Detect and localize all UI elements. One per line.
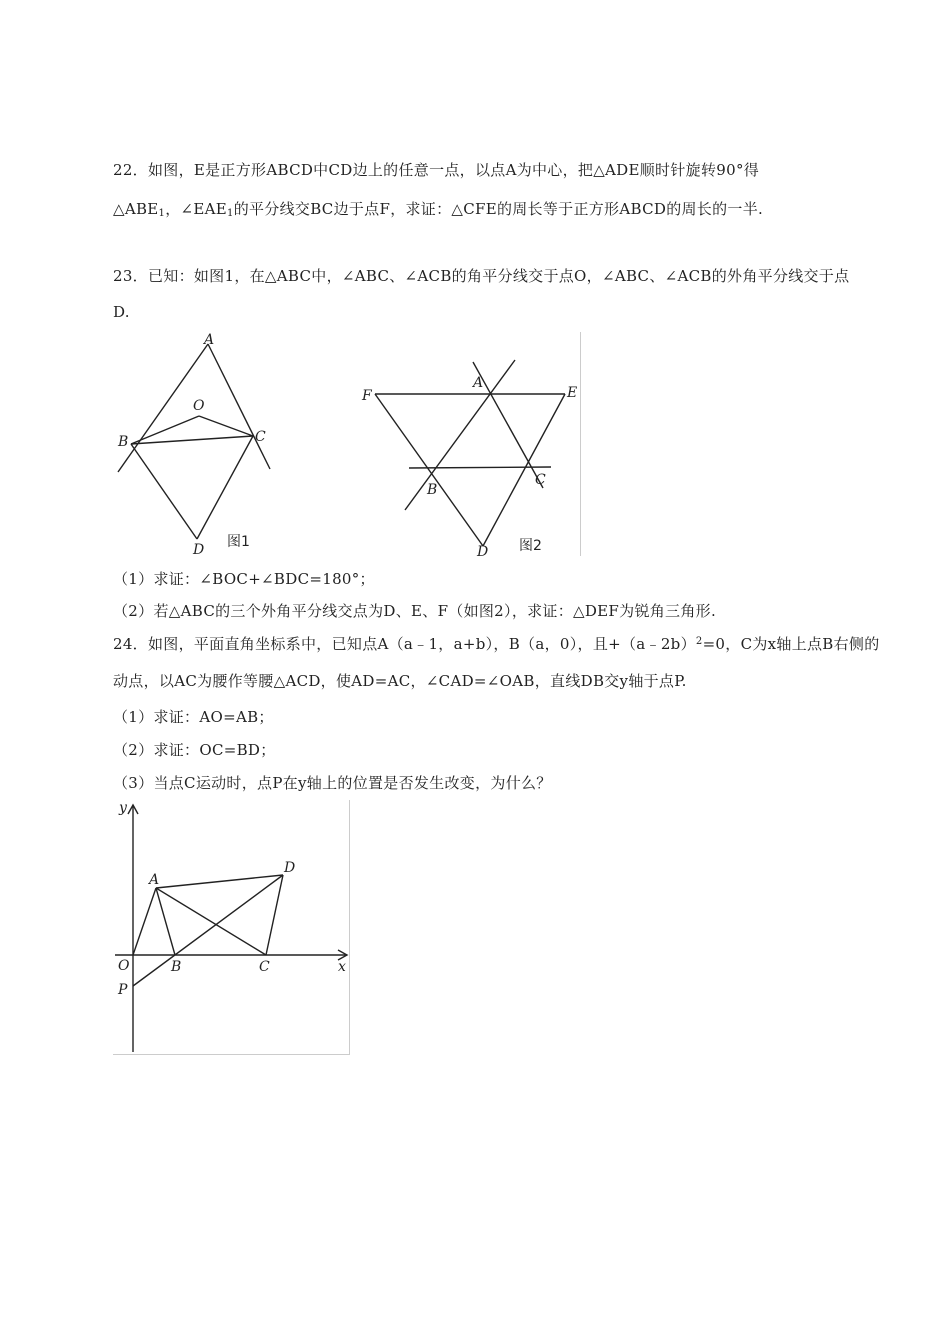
superscript: 2 [695, 636, 703, 647]
label-c: C [255, 429, 266, 445]
coordinate-diagram [113, 800, 349, 1054]
q23-part-1: （1）求证：∠BOC+∠BDC=180°； [113, 570, 375, 588]
label-b: B [427, 482, 438, 498]
figure-2-caption: 图2 [519, 538, 542, 554]
label-e: E [567, 385, 578, 401]
label-x: x [338, 959, 346, 975]
segment-ad [156, 875, 283, 888]
q24-line-1 [113, 634, 880, 654]
figure-2-diagram [353, 332, 580, 556]
label-c: C [535, 472, 546, 488]
coordinate-figure [113, 800, 350, 1055]
label-p: P [118, 982, 128, 998]
label-d: D [193, 542, 205, 556]
q23-line-2: D. [113, 303, 130, 321]
q22-line-2 [113, 199, 763, 219]
q23-line-1: 23．已知：如图1，在△ABC中，∠ABC、∠ACB的角平分线交于点O，∠ABC、∠ACB的外角平分线交于点 [113, 267, 850, 285]
segment-bd [131, 444, 197, 539]
q22-text: △ABE [113, 200, 159, 218]
q22-text: 的平分线交BC边于点F，求证：△CFE的周长等于正方形ABCD的周长的一半. [233, 200, 764, 218]
label-f: F [362, 388, 372, 404]
label-y: y [119, 800, 127, 816]
label-b: B [118, 434, 129, 450]
q24-line-2: 动点，以AC为腰作等腰△ACD，使AD=AC，∠CAD=∠OAB，直线DB交y轴于点P. [113, 672, 687, 690]
q22-line-1: 22．如图，E是正方形ABCD中CD边上的任意一点，以点A为中心，把△ADE顺时针旋转90°得 [113, 161, 760, 179]
label-a: A [204, 332, 215, 348]
line-bc-extended [409, 467, 551, 468]
label-d: D [284, 860, 296, 876]
line-ab-extended [405, 360, 515, 510]
label-d: D [477, 544, 489, 556]
line-fd [375, 394, 483, 546]
q24-text: =0，C为x轴上点B右侧的 [702, 635, 880, 653]
label-c: C [259, 959, 270, 975]
q22-text: ，∠EAE [165, 200, 228, 218]
line-ed [483, 394, 565, 546]
figure-1-diagram [113, 332, 353, 556]
label-o: O [118, 958, 130, 974]
label-a: A [149, 872, 160, 888]
label-o: O [193, 398, 205, 414]
figure-2 [353, 332, 581, 556]
segment-oa [133, 888, 156, 955]
q24-part-1: （1）求证：AO=AB； [113, 708, 274, 726]
label-b: B [171, 959, 182, 975]
line-ac-extended [473, 362, 543, 488]
q23-part-2: （2）若△ABC的三个外角平分线交点为D、E、F（如图2），求证：△DEF为锐角三角形. [113, 602, 717, 620]
segment-dc [266, 875, 283, 955]
subscript: 1 [227, 208, 234, 219]
label-a: A [473, 375, 484, 391]
q24-part-2: （2）求证：OC=BD； [113, 741, 276, 759]
line-ac-extended [208, 344, 270, 469]
figure-1-caption: 图1 [227, 534, 250, 550]
figure-1 [113, 332, 353, 556]
segment-cd [197, 436, 253, 539]
q24-text: 24．如图，平面直角坐标系中，已知点A（a﹣1，a+b），B（a，0），且+（a﹣2b） [113, 635, 696, 653]
q24-part-3: （3）当点C运动时，点P在y轴上的位置是否发生改变，为什么？ [113, 774, 552, 792]
subscript: 1 [158, 208, 166, 219]
